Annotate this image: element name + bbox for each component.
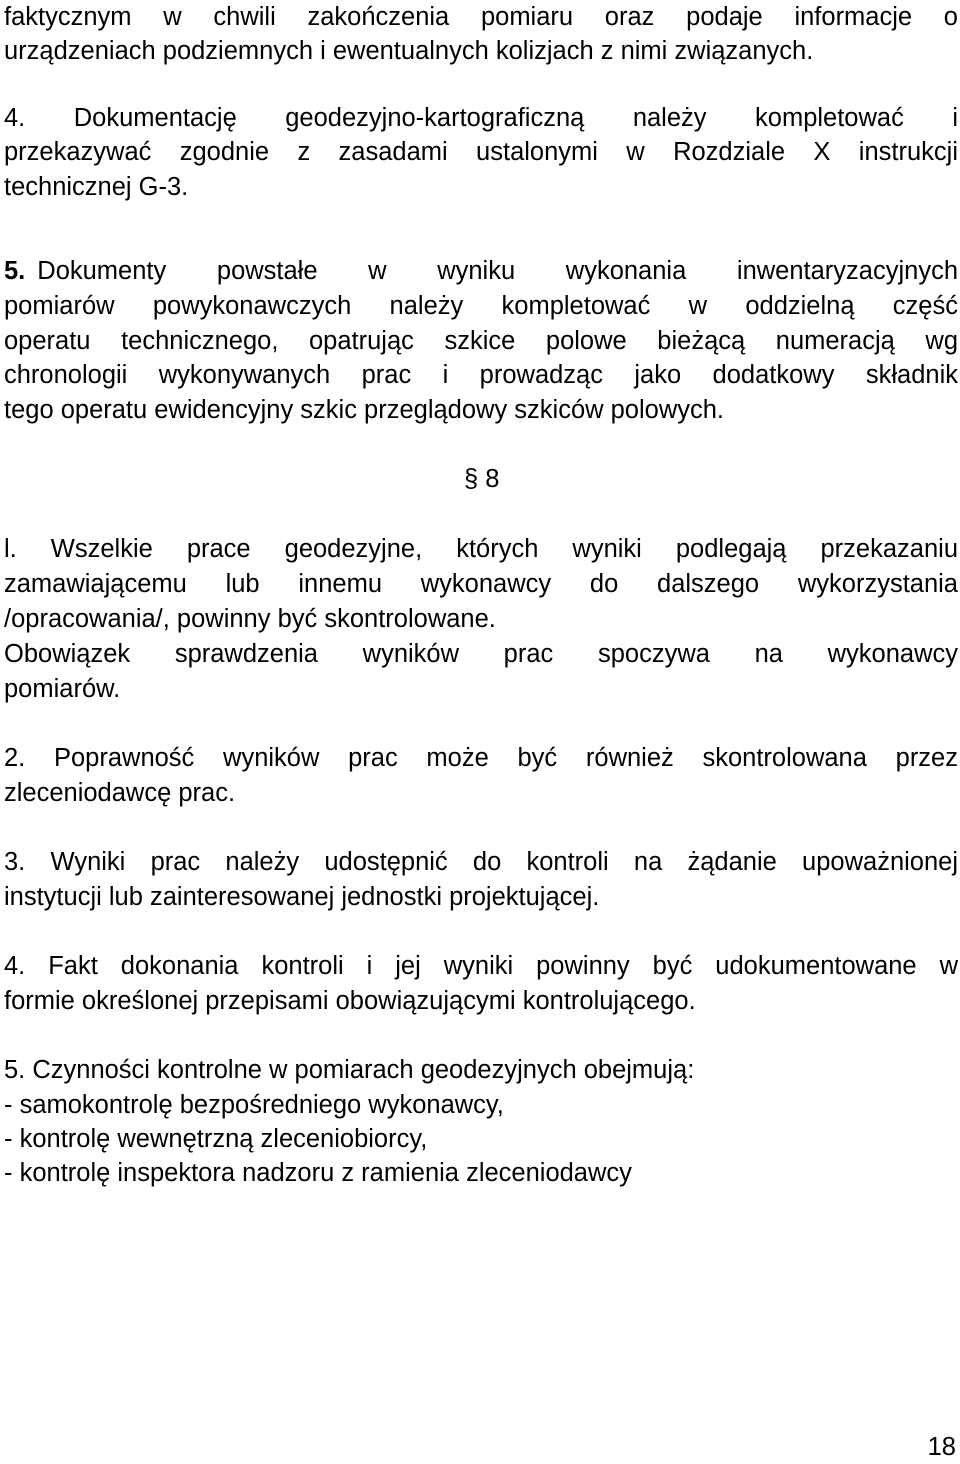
page-number: 18 xyxy=(927,1433,956,1461)
paragraph-first-line xyxy=(4,254,958,288)
paragraph-line: operatu technicznego, opatrując szkice polowe bieżącą numeracją wg xyxy=(4,327,958,355)
paragraph-line: l. Wszelkie prace geodezyjne, których wyniki podlegają przekazaniu xyxy=(4,535,958,563)
paragraph-line: /opracowania/, powinny być skontrolowane. xyxy=(4,605,496,633)
paragraph-line: technicznej G-3. xyxy=(4,173,189,201)
list-item: - samokontrolę bezpośredniego wykonawcy, xyxy=(4,1091,504,1119)
paragraph-line: instytucji lub zainteresowanej jednostki projektującej. xyxy=(4,883,600,911)
paragraph-line: formie określonej przepisami obowiązującymi kontrolującego. xyxy=(4,987,696,1015)
paragraph-line: zamawiającemu lub innemu wykonawcy do dalszego wykorzystania xyxy=(4,570,958,598)
paragraph-line: 5. Czynności kontrolne w pomiarach geodezyjnych obejmują: xyxy=(4,1056,695,1084)
item-number: 5. xyxy=(4,257,26,285)
paragraph-line: faktycznym w chwili zakończenia pomiaru oraz podaje informacje o xyxy=(4,3,958,31)
paragraph-line: urządzeniach podziemnych i ewentualnych kolizjach z nimi związanych. xyxy=(4,37,814,65)
paragraph-line: tego operatu ewidencyjny szkic przeglądowy szkiców polowych. xyxy=(4,396,725,424)
list-item: - kontrolę wewnętrzną zleceniobiorcy, xyxy=(4,1125,428,1153)
paragraph-line: 4. Fakt dokonania kontroli i jej wyniki powinny być udokumentowane w xyxy=(4,952,958,980)
paragraph-line: 2. Poprawność wyników prac może być również skontrolowana przez xyxy=(4,744,958,772)
paragraph-line: 3. Wyniki prac należy udostępnić do kontroli na żądanie upoważnionej xyxy=(4,848,958,876)
section-heading: § 8 xyxy=(464,465,500,493)
paragraph-line: Obowiązek sprawdzenia wyników prac spoczywa na wykonawcy xyxy=(4,640,958,668)
paragraph-line: pomiarów powykonawczych należy kompletować w oddzielną część xyxy=(4,292,958,320)
paragraph-line: chronologii wykonywanych prac i prowadząc jako dodatkowy składnik xyxy=(4,361,958,389)
paragraph-text: Dokumenty powstałe w wyniku wykonania inwentaryzacyjnych xyxy=(37,257,958,285)
paragraph-line: zleceniodawcę prac. xyxy=(4,779,236,807)
paragraph-line: pomiarów. xyxy=(4,675,121,703)
paragraph-line: przekazywać zgodnie z zasadami ustalonymi w Rozdziale X instrukcji xyxy=(4,138,958,166)
paragraph-line: 4. Dokumentację geodezyjno-kartograficzną należy kompletować i xyxy=(4,104,958,132)
list-item: - kontrolę inspektora nadzoru z ramienia zleceniodawcy xyxy=(4,1159,632,1187)
